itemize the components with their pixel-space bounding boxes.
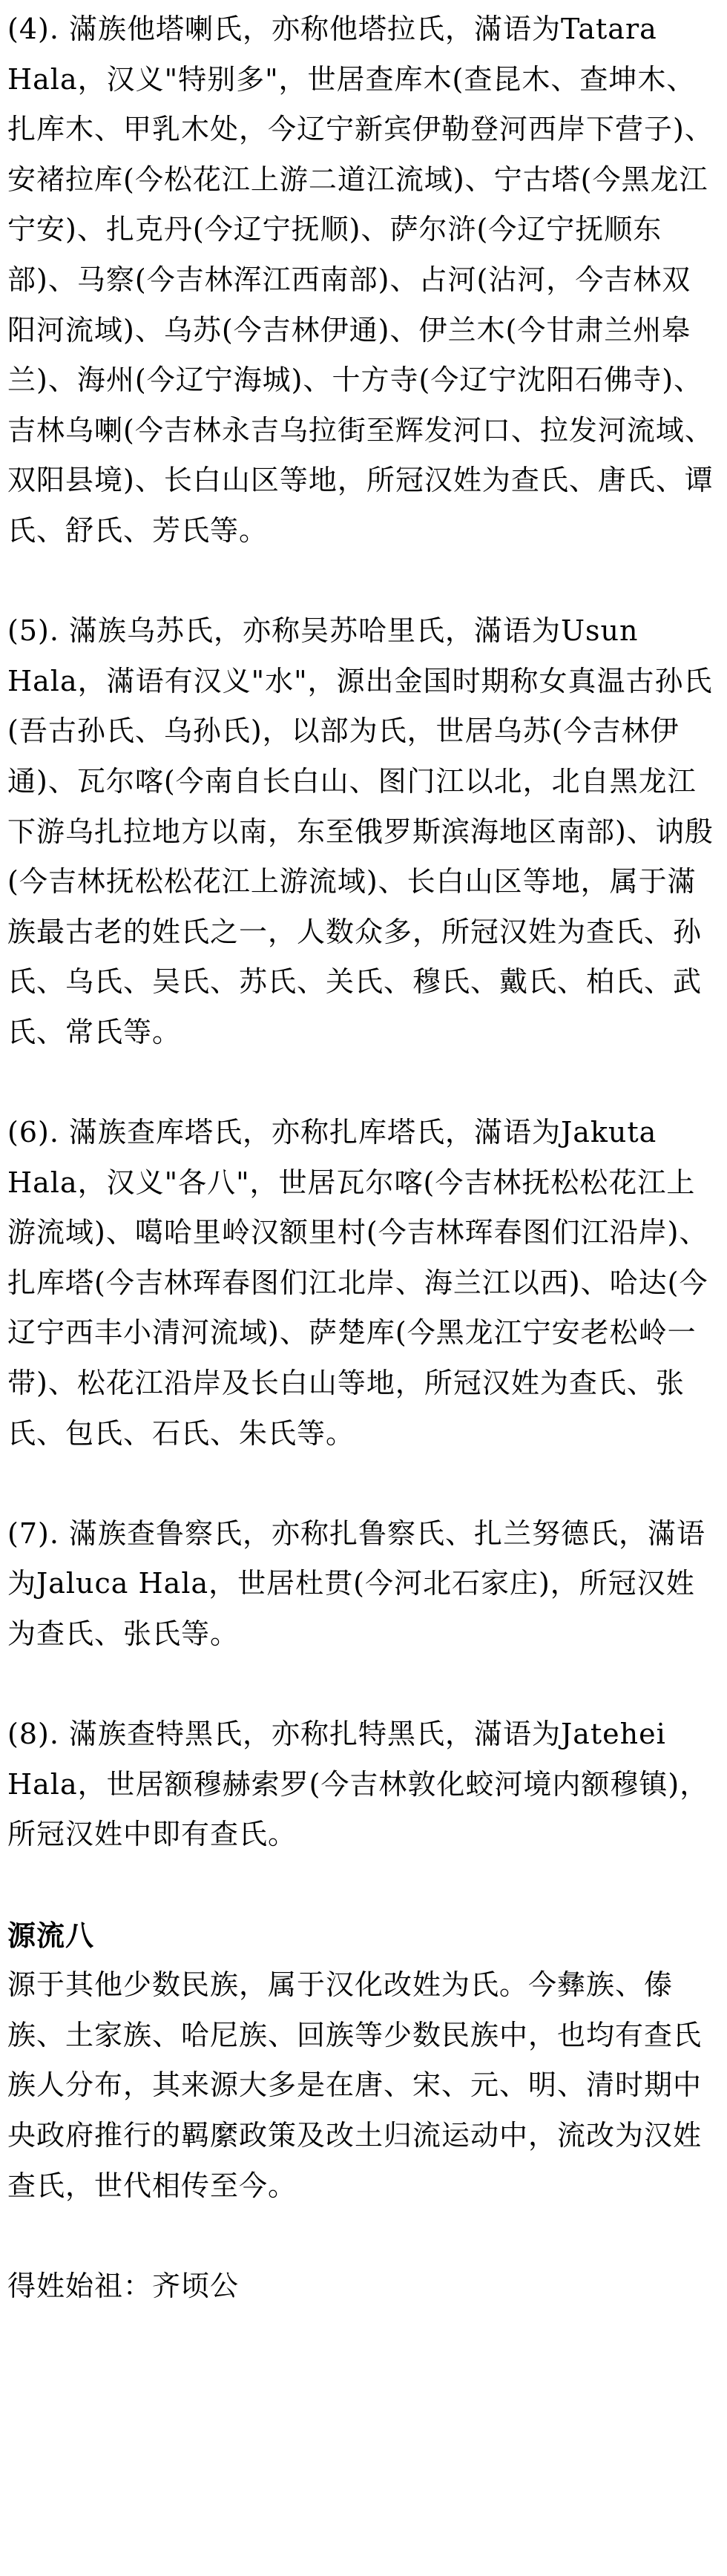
paragraph-gap [7, 1860, 720, 1910]
section-body: 源于其他少数民族，属于汉化改姓为氏。今彝族、傣族、土家族、哈尼族、回族等少数民族中，也均有查氏族人分布，其来源大多是在唐、宋、元、明、清时期中央政府推行的羁縻政策及改土归流运动中，流改为汉姓查氏，世代相传至今。 [7, 1968, 703, 2202]
paragraph-gap [7, 556, 720, 607]
paragraph-7: (7). 滿族查鲁察氏，亦称扎鲁察氏、扎兰努德氏，滿语为Jaluca Hala，世居杜贯(今河北石家庄)，所冠汉姓为查氏、张氏等。 [7, 1517, 705, 1650]
closing-line: 得姓始祖：齐顷公 [7, 2269, 240, 2302]
paragraph-5: (5). 滿族乌苏氏，亦称吴苏哈里氏，滿语为Usun Hala，滿语有汉义"水"，源出金国时期称女真温古孙氏(吾古孙氏、乌孙氏)，以部为氏，世居乌苏(今吉林伊通)、瓦尔喀(今南自长白山、图门江以北，北自黑龙江下游乌扎拉地方以南，东至俄罗斯滨海地区南部)、讷殷(今吉林抚松松花江上游流域)、长白山区等地，属于滿族最古老的姓氏之一，人数众多，所冠汉姓为查氏、孙氏、乌氏、吴氏、苏氏、关氏、穆氏、戴氏、柏氏、武氏、常氏等。 [7, 614, 714, 1048]
paragraph-gap [7, 1459, 720, 1509]
paragraph-6: (6). 滿族查库塔氏，亦称扎库塔氏，滿语为Jakuta Hala，汉义"各八"，世居瓦尔喀(今吉林抚松松花江上游流域)、噶哈里岭汉额里村(今吉林珲春图们江沿岸)、扎库塔(今吉林珲春图们江北岸、海兰江以西)、哈达(今辽宁西丰小清河流域)、萨楚库(今黑龙江宁安老松岭一带)、松花江沿岸及长白山等地，所冠汉姓为查氏、张氏、包氏、石氏、朱氏等。 [7, 1116, 708, 1450]
section-title: 源流八 [7, 1918, 95, 1952]
paragraph-4: (4). 滿族他塔喇氏，亦称他塔拉氏，滿语为Tatara Hala，汉义"特别多"，世居查库木(查昆木、查坤木、扎库木、甲乳木处，今辽宁新宾伊勒登河西岸下营子)、安褚拉库(今松花江上游二道江流域)、宁古塔(今黑龙江宁安)、扎克丹(今辽宁抚顺)、萨尔浒(今辽宁抚顺东部)、马察(今吉林浑江西南部)、占河(沾河，今吉林双阳河流域)、乌苏(今吉林伊通)、伊兰木(今甘肃兰州皋兰)、海州(今辽宁海城)、十方寺(今辽宁沈阳石佛寺)、吉林乌喇(今吉林永吉乌拉街至辉发河口、拉发河流域、双阳县境)、长白山区等地，所冠汉姓为查氏、唐氏、谭氏、舒氏、芳氏等。 [7, 13, 714, 547]
paragraph-gap [7, 1057, 720, 1108]
paragraph-gap [7, 2211, 720, 2261]
paragraph-8: (8). 滿族查特黑氏，亦称扎特黑氏，滿语为Jatehei Hala，世居额穆赫索罗(今吉林敦化蛟河境内额穆镇)，所冠汉姓中即有查氏。 [7, 1718, 709, 1851]
paragraph-gap [7, 1660, 720, 1710]
